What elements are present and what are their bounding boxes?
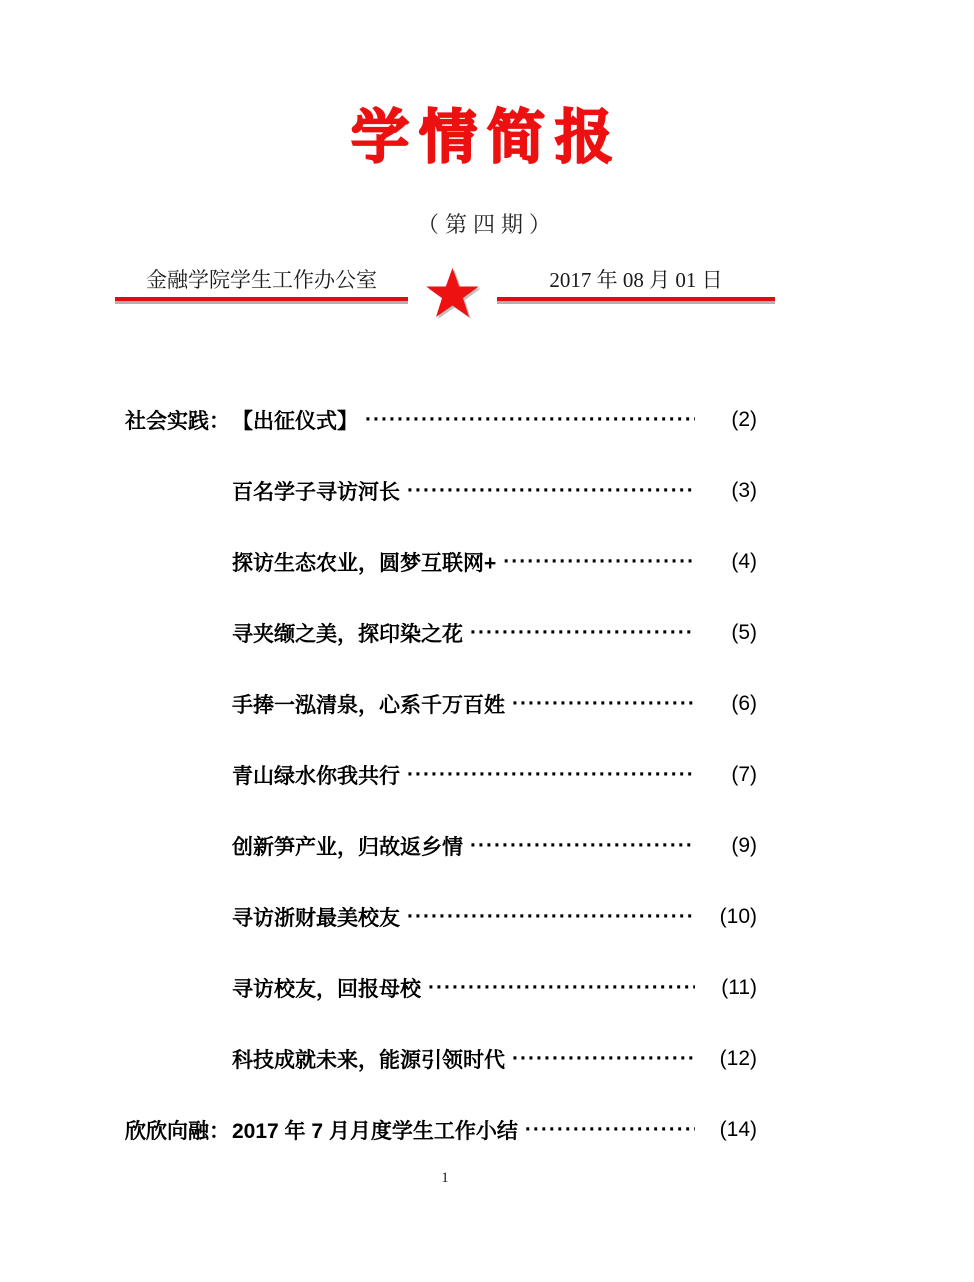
toc-entry: [125, 973, 757, 1003]
toc-dot-leader: [407, 905, 695, 929]
toc-dot-leader: [470, 834, 695, 858]
toc-page-number: (3): [731, 478, 757, 502]
toc-entry: [125, 902, 757, 932]
toc-entry: [125, 476, 757, 506]
toc-entry-title: 百名学子寻访河长: [232, 480, 400, 504]
toc-entry-title: 2017 年 7 月月度学生工作小结: [232, 1119, 518, 1143]
left-divider-line: [115, 297, 408, 301]
toc-entry: [125, 831, 757, 861]
toc-entry-title: 寻夹缬之美，探印染之花: [232, 622, 463, 646]
issue-subtitle: （第四期）: [416, 211, 557, 237]
toc-entry: [125, 1115, 757, 1145]
toc-dot-leader: [407, 763, 695, 787]
toc-dot-leader: [525, 1118, 695, 1142]
toc-page-number: (9): [731, 833, 757, 857]
toc-entry: [125, 405, 757, 435]
toc-page-number: (12): [719, 1046, 757, 1070]
toc-dot-leader: [512, 1047, 695, 1071]
toc-entry-section-label: 社会实践：: [125, 409, 230, 433]
toc-list: [115, 405, 757, 1145]
toc-page-number: (14): [719, 1117, 757, 1141]
toc-entry-title: 【出征仪式】: [232, 409, 358, 433]
toc-dot-leader: [470, 621, 695, 645]
masthead-left: [115, 257, 408, 301]
toc-entry: [125, 1044, 757, 1074]
toc-entry: [125, 760, 757, 790]
toc-page-number: (5): [731, 620, 757, 644]
toc-page-number: (6): [731, 691, 757, 715]
toc-page-number: (4): [731, 549, 757, 573]
toc-entry-title: 青山绿水你我共行: [232, 764, 400, 788]
toc-page-number: (7): [731, 762, 757, 786]
issue-date: 2017 年 08 月 01 日: [549, 267, 723, 292]
masthead: [115, 257, 775, 301]
toc-dot-leader: [503, 550, 695, 574]
toc-page-number: (11): [721, 975, 757, 999]
toc-dot-leader: [407, 479, 695, 503]
star-icon: [408, 257, 497, 301]
toc-entry: [125, 618, 757, 648]
toc-entry-title: 寻访校友，回报母校: [232, 977, 421, 1001]
toc-entry-title: 手捧一泓清泉，心系千万百姓: [232, 693, 505, 717]
toc-dot-leader: [365, 408, 695, 432]
toc-entry-section-label: 欣欣向融：: [125, 1119, 230, 1143]
toc-entry: [125, 547, 757, 577]
footer-page-number: 1: [441, 1170, 449, 1186]
toc-dot-leader: [512, 692, 695, 716]
page-title: 学情简报: [350, 103, 623, 171]
toc-entry-title: 创新笋产业，归故返乡情: [232, 835, 463, 859]
toc-entry-title: 寻访浙财最美校友: [232, 906, 400, 930]
right-divider-line: [497, 297, 775, 301]
toc-page-number: (10): [719, 904, 757, 928]
office-name: 金融学院学生工作办公室: [146, 267, 377, 292]
toc-entry: [125, 689, 757, 719]
toc-page-number: (2): [731, 407, 757, 431]
toc-dot-leader: [428, 976, 695, 1000]
toc-entry-title: 探访生态农业，圆梦互联网+: [232, 551, 497, 575]
masthead-right: [497, 257, 775, 301]
toc-entry-title: 科技成就未来，能源引领时代: [232, 1048, 505, 1072]
